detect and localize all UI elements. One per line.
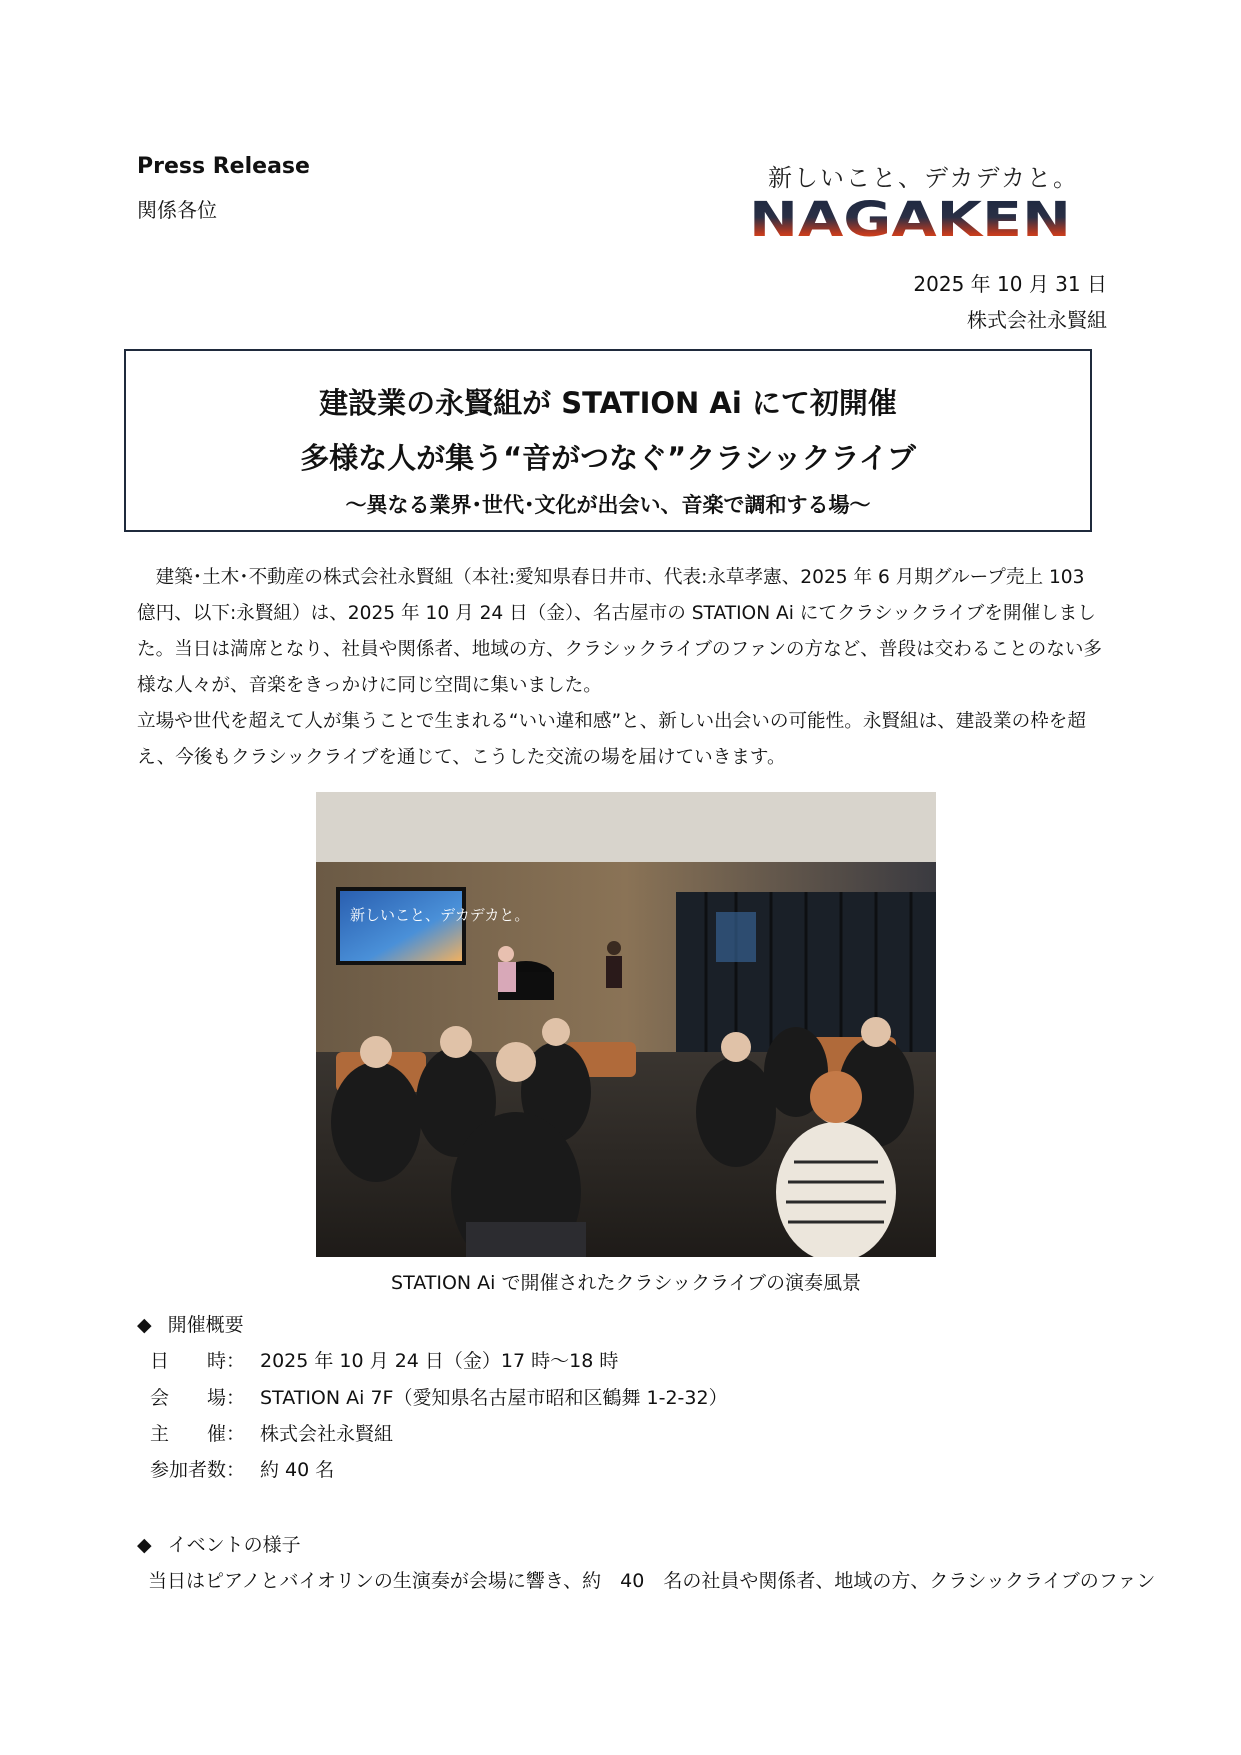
detail-value: 2025 年 10 月 24 日（金）17 時～18 時 (260, 1350, 619, 1372)
company-slogan: 新しいこと、デカデカと。 (768, 164, 1080, 192)
detail-label: 参加者数： (150, 1459, 246, 1481)
body-paragraph: 建築･土木･不動産の株式会社永賢組（本社:愛知県春日井市、代表:永草孝憲、2025 年 6 月期グループ売上 103 億円、以下:永賢組）は、2025 年 10 月 24 日（金）、名古屋市の STATION Ai にてクラシックライブを開催しました。当日は満席となり、社員や関係者、地域の方、クラシックライブのファンの方など、普段は交わることのない多様な人々が、音楽をきっかけに同じ空間に集いました。 (137, 567, 1103, 696)
addressee: 関係各位 (137, 198, 217, 222)
logo-wordmark: NAGAKEN (749, 196, 1071, 240)
overview-heading-text: 開催概要 (167, 1314, 244, 1336)
detail-label: 会 場： (150, 1387, 246, 1409)
body-text (137, 560, 1105, 776)
event-photo (316, 792, 936, 1257)
diamond-bullet-icon: ◆ (137, 1314, 152, 1336)
detail-value: 株式会社永賢組 (260, 1423, 394, 1445)
photo-caption: STATION Ai で開催されたクラシックライブの演奏風景 (391, 1272, 861, 1294)
detail-row-attendees (150, 1455, 334, 1482)
event-description: 当日はピアノとバイオリンの生演奏が会場に響き、約 40 名の社員や関係者、地域の方、クラシックライブのファン (148, 1570, 1156, 1592)
release-date: 2025 年 10 月 31 日 (913, 272, 1107, 296)
press-release-label: Press Release (137, 154, 310, 179)
detail-value: STATION Ai 7F（愛知県名古屋市昭和区鶴舞 1-2-32） (260, 1387, 728, 1409)
detail-row-datetime (150, 1346, 618, 1373)
diamond-bullet-icon: ◆ (137, 1534, 152, 1556)
detail-label: 日 時： (150, 1350, 246, 1372)
issuer-company: 株式会社永賢組 (967, 308, 1107, 332)
detail-value: 約 40 名 (260, 1459, 335, 1481)
title-box (124, 349, 1092, 532)
subheadline: ～異なる業界･世代･文化が出会い、音楽で調和する場～ (345, 493, 871, 517)
event-heading (137, 1530, 301, 1557)
headline-second-line: 多様な人が集う“音がつなぐ”クラシックライブ (300, 441, 916, 475)
detail-label: 主 催： (150, 1423, 246, 1445)
body-paragraph: 立場や世代を超えて人が集うことで生まれる“いい違和感”と、新しい出会いの可能性。永賢組は、建設業の枠を超え、今後もクラシックライブを通じて、こうした交流の場を届けていきます。 (137, 711, 1086, 768)
detail-row-organizer (150, 1419, 393, 1446)
headline: 建設業の永賢組が STATION Ai にて初開催 (319, 386, 897, 420)
event-heading-text: イベントの様子 (167, 1534, 301, 1556)
overview-heading (137, 1310, 244, 1337)
detail-row-venue (150, 1383, 728, 1410)
screen-slogan: 新しいこと、デカデカと。 (350, 906, 530, 924)
nagaken-logo (748, 196, 1073, 240)
